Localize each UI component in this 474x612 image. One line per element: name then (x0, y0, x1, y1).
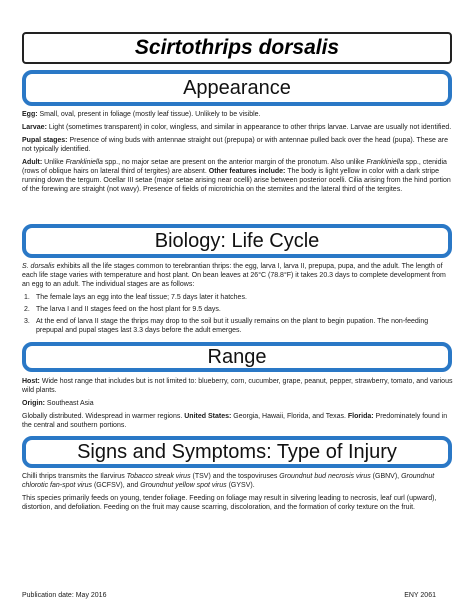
origin-paragraph: Origin: Southeast Asia (22, 400, 94, 407)
section-title: Biology: Life Cycle (154, 229, 320, 252)
section-header-biology (22, 224, 452, 258)
section-header-appearance (22, 70, 452, 106)
distribution-paragraph: Globally distributed. Widespread in warmer regions. United States: Georgia, Hawaii, Florida, and Texas. Florida: Predominately found in the central and southern portions. (22, 413, 448, 429)
egg-paragraph: Egg: Small, oval, present in foliage (mostly leaf tissue). Unlikely to be visible. (22, 111, 261, 118)
biology-intro: S. dorsalis exhibits all the life stages common to terebrantian thrips: the egg, larva I, larva II, prepupa, pupa, and the adult. The length of each life stage varies with temperature and host plant. On bean leaves at 26°C (78.8°F) it takes 20.3 days to complete development from an egg to an adult. The individual stages are as follows: (22, 263, 446, 288)
section-title: Appearance (183, 76, 291, 99)
section-title: Signs and Symptoms: Type of Injury (77, 440, 397, 463)
range-text (22, 377, 454, 434)
feeding-paragraph: This species primarily feeds on young, tender foliage. Feeding on foliage may result in silvering leading to necrosis, leaf curl (upward), distortion, and defoliation. Feeding on the fruit may cause scarring, discoloration, and the formation of corky texture on the fruit. (22, 495, 437, 511)
title-box (22, 32, 452, 64)
signs-text (22, 472, 454, 516)
list-item: 1. The female lays an egg into the leaf tissue; 7.5 days later it hatches. (24, 294, 247, 301)
stage-list (22, 293, 454, 335)
biology-text (22, 262, 454, 338)
footer (22, 592, 454, 599)
document-code: ENY 2061 (404, 592, 436, 599)
section-title: Range (207, 345, 267, 368)
appearance-text (22, 110, 454, 198)
larvae-paragraph: Larvae: Light (sometimes transparent) in color, wingless, and similar in appearance to other thrips larvae. Larvae are usually not identified. (22, 124, 452, 131)
virus-paragraph: Chilli thrips transmits the Ilarvirus Tobacco streak virus (TSV) and the tospoviruses Groundnut bud necrosis virus (GBNV), Groundnut chlorotic fan-spot virus (GCFSV), and Groundnut yellow spot virus (GYSV). (22, 473, 435, 489)
pupal-paragraph: Pupal stages: Presence of wing buds with antennae straight out (prepupa) or with antennae pulled back over the head (pupa). These are not typically identified. (22, 137, 448, 153)
list-item: 2. The larva I and II stages feed on the host plant for 9.5 days. (24, 306, 221, 313)
section-header-signs (22, 436, 452, 468)
publication-date: Publication date: May 2016 (22, 592, 107, 599)
list-item: 3. At the end of larva II stage the thrips may drop to the soil but it usually remains on the plant to begin pupation. The non-feeding prepupal and pupal stages last 3.3 days before the adult emerges. (24, 318, 429, 334)
host-paragraph: Host: Wide host range that includes but is not limited to: blueberry, corn, cucumber, grape, peanut, pepper, strawberry, tomato, and various wild plants. (22, 378, 453, 394)
adult-paragraph: Adult: Unlike Frankliniella spp., no major setae are present on the anterior margin of the pronotum. Also unlike Frankliniella spp., ctenidia (rows of oblique hairs on lateral third of tergites) are absent. Other features include: The body is light yellow in color with a dark stripe running down the tergum. Ocellar III setae (major setae arising near ocelli) arise between posterior ocelli. Cilia arising from the hind portion of the forewing are straight (not wavy). Presence of fields of microtrichia on the sternites and the lateral third of the tergites. (22, 159, 451, 193)
section-header-range (22, 342, 452, 372)
page-title: Scirtothrips dorsalis (134, 36, 340, 59)
